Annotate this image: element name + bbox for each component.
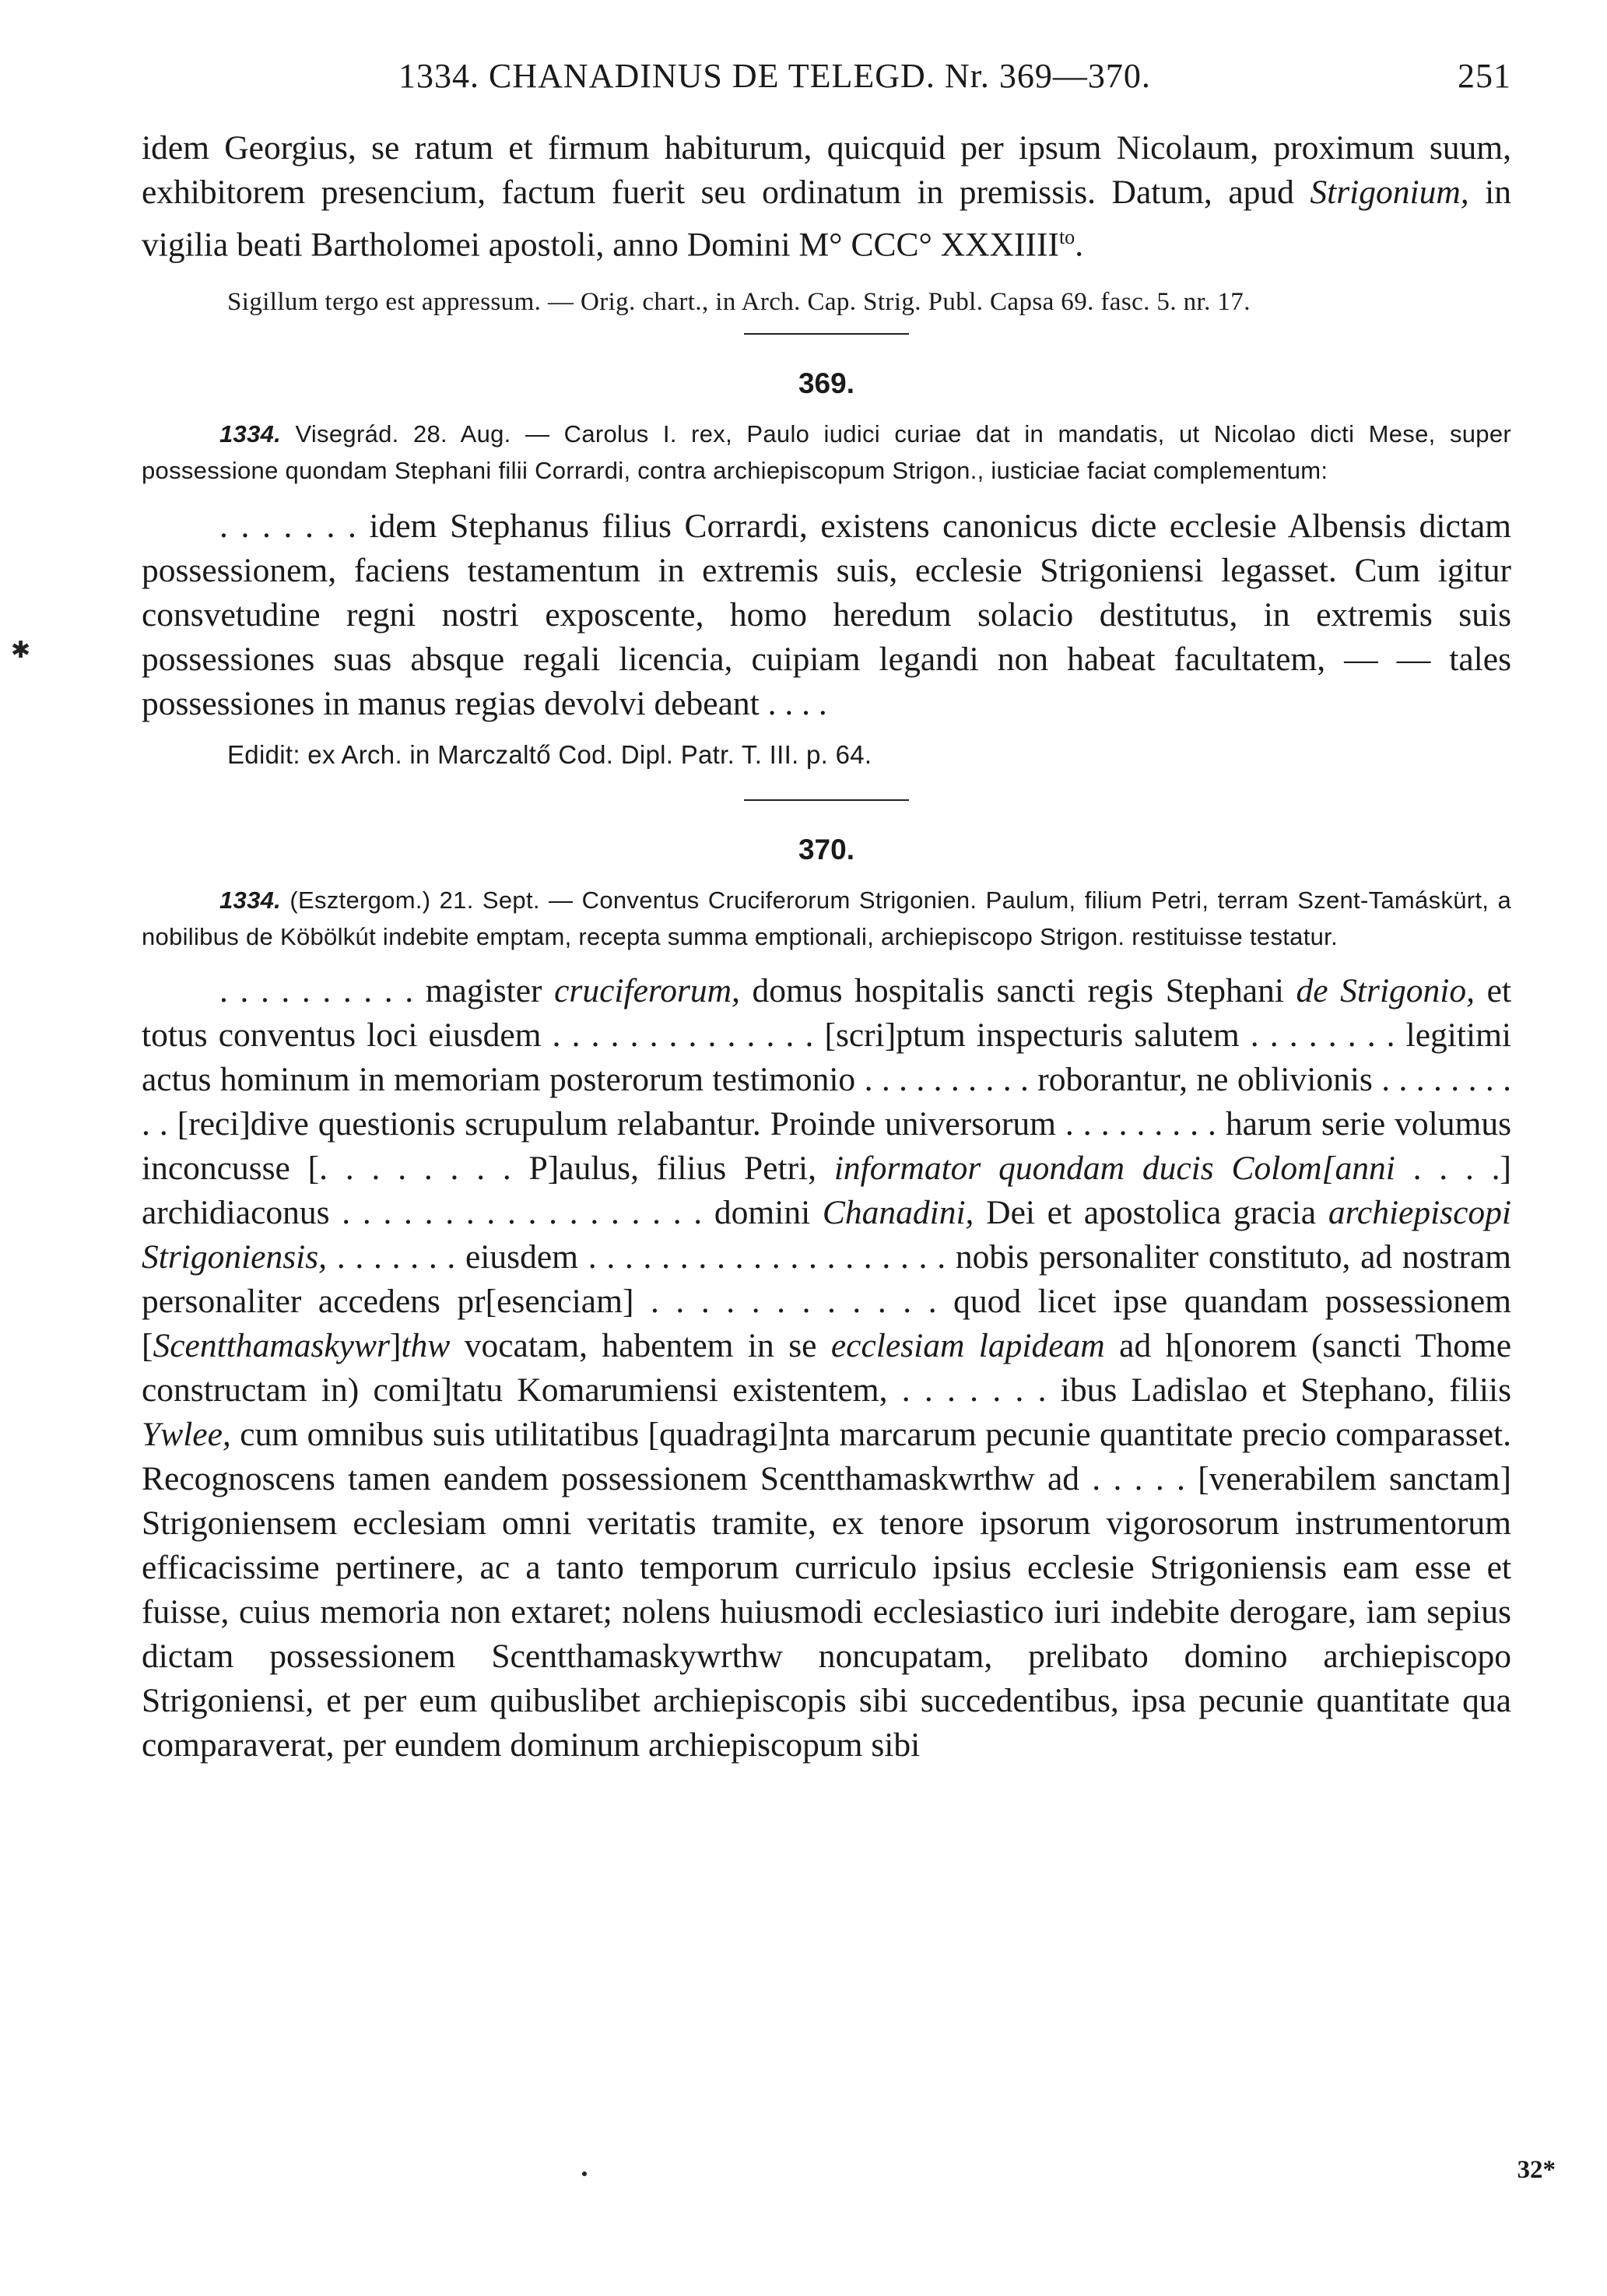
doc-370-regest: (Esztergom.) 21. Sept. — Conventus Cruciferorum Strigonien. Paulum, filium Petri, terram Szent-Tamáskürt, a nobilibus de Köbölkút indebite emptam, recepta summa emptionali, archiepiscopo Strigon. restituisse testatur. bbox=[142, 886, 1511, 950]
doc-369-body: . . . . . . . idem Stephanus filius Corrardi, existens canonicus dicte ecclesie Albensis dictam possessionem, faciens testamentum in extremis suis, ecclesie Strigoniensi legasset. Cum igitur consvetudine regni nostri exposcente, homo heredum solacio destitutus, in extremis suis possessiones suas absque regali licencia, cuipiam legandi non habeat facultatem, — — tales possessiones in manus regias devolvi debeant . . . . bbox=[142, 507, 1511, 722]
italic-run: de Strigonio, bbox=[1296, 971, 1475, 1009]
superscript: to bbox=[1058, 226, 1075, 248]
italic-run: Scentthamaskywr bbox=[153, 1326, 390, 1364]
text-run: ] bbox=[389, 1326, 402, 1364]
text-run: vocatam, habentem in se bbox=[450, 1326, 831, 1364]
doc-370-summary bbox=[142, 882, 1511, 955]
continuation-end: . bbox=[1075, 226, 1084, 264]
running-head bbox=[142, 48, 1511, 103]
doc-number-370: 370. bbox=[798, 833, 854, 865]
seal-note: Sigillum tergo est appressum. — Orig. chart., in Arch. Cap. Strig. Publ. Capsa 69. fasc. 5. nr. 17. bbox=[227, 287, 1251, 316]
text-run: . . . . . . . . . . magister bbox=[219, 971, 555, 1009]
text-run: et totus conventus loci eiusdem . . . . . . . . . . . . . . [scri]ptum inspecturis salutem . . . . . . . . legitimi actus hominum in memoriam posterorum testimonio . . . . . . . . . . roborantur, ne oblivionis . . . . . . . . . . [reci]dive questionis scrupulum relabantur. Proinde universorum . . . . . . . . . harum serie volumus inconcusse [. . . . . . . . P]aulus, filius Petri, bbox=[142, 971, 1511, 1187]
document-page bbox=[142, 48, 1511, 1768]
text-run: . . . . . . . eiusdem . . . . . . . . . . . . . . . . . . . . nobis personaliter constituto, ad nostram personaliter accedens pr[esenciam] . . . . . . . . . . . . quod licet ipse quandam possessionem [ bbox=[142, 1238, 1511, 1364]
text-run: domus hospitalis sancti regis Stephani bbox=[739, 971, 1296, 1009]
italic-run: archiepiscopi Strigoniensis, bbox=[142, 1193, 1511, 1276]
print-dot bbox=[582, 2171, 587, 2176]
text-run: cum omnibus suis utilitatibus [quadragi]nta marcarum pecunie quantitate precio comparasset. Recognoscens tamen eandem possessionem Scentthamaskwrthw ad . . . . . [venerabilem sanctam] Strigoniensem ecclesiam omni veritatis tramite, ex tenore ipsorum vigorosorum instrumentorum efficacissime pertinere, ac a tanto temporum curriculo ipsius ecclesie Strigoniensis eam esse et fuisse, cuius memoria non extaret; nolens huiusmodi ecclesiastico iuri indebite derogare, iam sepius dictam possessionem Scentthamaskywrthw noncupatam, prelibato domino archiepiscopo Strigoniensi, et per eum quibuslibet archiepiscopis sibi succedentibus, ipsa pecunie quantitate qua comparaverat, per eundem dominum archiepiscopum sibi bbox=[142, 1415, 1511, 1764]
signature-mark: 32* bbox=[1517, 2156, 1556, 2184]
continuation-paragraph bbox=[142, 126, 1511, 268]
doc-369-year: 1334. bbox=[219, 420, 282, 448]
text-run: Dei et apostolica gracia bbox=[974, 1193, 1328, 1231]
continuation-text: idem Georgius, se ratum et firmum habiturum, quicquid per ipsum Nicolaum, proximum suum, exhibitorem presencium, factum fuerit seu ordinatum in premissis. Datum, apud bbox=[142, 129, 1511, 211]
italic-run: thw bbox=[401, 1326, 451, 1364]
margin-mark: ✱ bbox=[11, 637, 31, 663]
running-title: 1334. CHANADINUS DE TELEGD. Nr. 369—370. bbox=[398, 57, 1151, 95]
doc-369-summary bbox=[142, 416, 1511, 489]
italic-run: Ywlee, bbox=[142, 1415, 231, 1453]
doc-370-year: 1334. bbox=[219, 886, 282, 914]
text-run: ad h[onorem (sancti Thome constructam in) comi]tatu Komarumiensi existentem, . . . . . . . ibus Ladislao et Stephano, filiis bbox=[142, 1326, 1511, 1409]
doc-369-edition: Edidit: ex Arch. in Marczaltő Cod. Dipl. Patr. T. III. p. 64. bbox=[227, 739, 872, 769]
italic-run: informator quondam ducis Colom[anni bbox=[833, 1149, 1395, 1187]
doc-369-regest: Visegrád. 28. Aug. — Carolus I. rex, Paulo iudici curiae dat in mandatis, ut Nicolao dicti Mese, super possessione quondam Stephani filii Corrardi, contra archiepiscopum Strigon., iusticiae faciat complementum: bbox=[142, 420, 1511, 484]
text-run: . . . .] archidiaconus . . . . . . . . . . . . . . . . . . domini bbox=[142, 1149, 1511, 1231]
italic-run: cruciferorum, bbox=[554, 971, 740, 1009]
continuation-text-date: in vigilia beati Bartholomei apostoli, anno Domini M° CCC° XXXIIII bbox=[142, 174, 1511, 264]
place-name: Strigonium, bbox=[1310, 174, 1469, 211]
italic-run: Chanadini, bbox=[822, 1193, 974, 1231]
page-number: 251 bbox=[1458, 57, 1511, 95]
doc-number-369: 369. bbox=[798, 367, 854, 399]
doc-370-body bbox=[142, 969, 1511, 1768]
italic-run: ecclesiam lapideam bbox=[830, 1326, 1105, 1364]
